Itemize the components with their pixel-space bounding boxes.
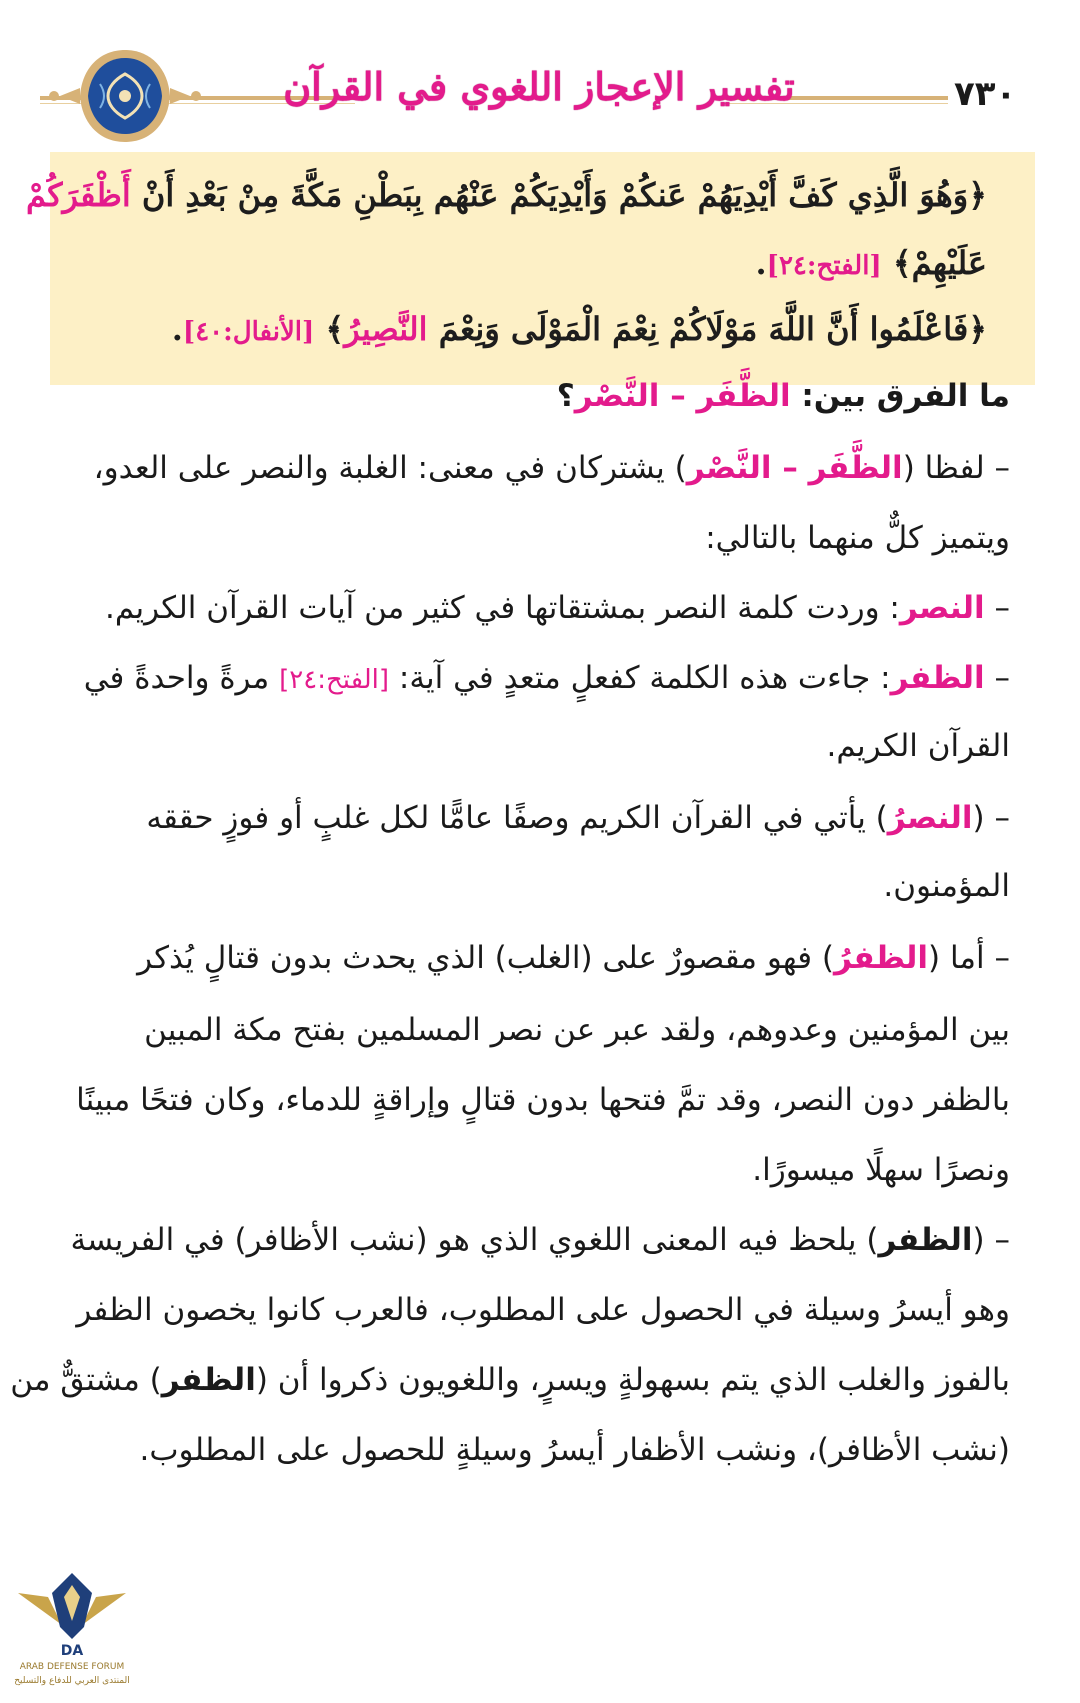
- paragraph-5-line-2: بين المؤمنين وعدوهم، ولقد عبر عن نصر المسلمين بفتح مكة المبين: [144, 1012, 1010, 1048]
- paragraph-5-line-1: – أما (الظفرُ) فهو مقصورٌ على (الغلب) الذي يحدث بدون قتالٍ يُذكر: [137, 940, 1010, 976]
- paragraph-5-line-4: ونصرًا سهلًا ميسورًا.: [752, 1152, 1010, 1188]
- verse-2-reference: [الأنفال:٤٠]: [182, 317, 315, 347]
- verse-1-highlight: أَظْفَرَكُمْ: [25, 176, 131, 214]
- paragraph-3-line-1: – الظفر: جاءت هذه الكلمة كفعلٍ متعدٍ في آية: [الفتح:٢٤] مرةً واحدةً في: [83, 660, 1010, 696]
- verse-2-line: ﴿فَاعْلَمُوا أَنَّ اللَّهَ مَوْلَاكُمْ نِعْمَ الْمَوْلَى وَنِعْمَ النَّصِيرُ﴾ [الأنفال:٤٠].: [171, 310, 987, 348]
- logo-initials: DA: [60, 1643, 84, 1659]
- question-heading: ما الفرق بين: الظَّفَر – النَّصْر؟: [556, 378, 1010, 414]
- paragraph-1-line-2: ويتميز كلٌّ منهما بالتالي:: [705, 520, 1010, 556]
- arab-defense-forum-logo: [8, 1563, 136, 1703]
- paragraph-6-line-4: (نشب الأظافر)، ونشب الأظفار أيسرُ وسيلةٍ للحصول على المطلوب.: [139, 1432, 1010, 1468]
- paragraph-3-line-2: القرآن الكريم.: [826, 728, 1010, 764]
- logo-subtitle: المنتدى العربي للدفاع والتسليح: [14, 1676, 130, 1686]
- verse-1-reference: [الفتح:٢٤]: [766, 251, 882, 281]
- paragraph-2: – النصر: وردت كلمة النصر بمشتقاتها في كثير من آيات القرآن الكريم.: [105, 590, 1010, 626]
- book-title-banner: [283, 44, 795, 128]
- logo-name: ARAB DEFENSE FORUM: [19, 1662, 125, 1672]
- verse-2-highlight: النَّصِيرُ: [344, 310, 428, 348]
- paragraph-4-line-2: المؤمنون.: [883, 868, 1010, 904]
- paragraph-1-line-1: – لفظا (الظَّفَر – النَّصْر) يشتركان في معنى: الغلبة والنصر على العدو،: [93, 450, 1010, 486]
- page-number: ٧٣٠: [954, 74, 1017, 114]
- verse-1-line-1: ﴿وَهُوَ الَّذِي كَفَّ أَيْدِيَهُمْ عَنكُمْ وَأَيْدِيَكُمْ عَنْهُم بِبَطْنِ مَكَّةَ مِنْ بَعْدِ أَنْ أَظْفَرَكُمْ: [25, 176, 987, 214]
- paragraph-6-line-1: – (الظفر) يلحظ فيه المعنى اللغوي الذي هو (نشب الأظافر) في الفريسة: [70, 1222, 1010, 1258]
- ornament-medallion-icon: [40, 44, 210, 148]
- paragraph-6-line-2: وهو أيسرُ وسيلة في الحصول على المطلوب، فالعرب كانوا يخصون الظفر: [76, 1292, 1010, 1328]
- paragraph-4-line-1: – (النصرُ) يأتي في القرآن الكريم وصفًا عامًّا لكل غلبٍ أو فوزٍ حققه: [146, 800, 1010, 836]
- book-title: تفسير الإعجاز اللغوي في القرآن: [283, 63, 795, 109]
- quran-verse-box: [25, 152, 1035, 385]
- paragraph-6-line-3: بالفوز والغلب الذي يتم بسهولةٍ ويسرٍ، واللغويون ذكروا أن (الظفر) مشتقٌّ من: [10, 1362, 1010, 1398]
- paragraph-5-line-3: بالظفر دون النصر، وقد تمَّ فتحها بدون قتالٍ وإراقةٍ للدماء، وكان فتحًا مبينًا: [76, 1082, 1010, 1118]
- verse-1-line-2: عَلَيْهِمْ﴾ [الفتح:٢٤].: [755, 244, 987, 282]
